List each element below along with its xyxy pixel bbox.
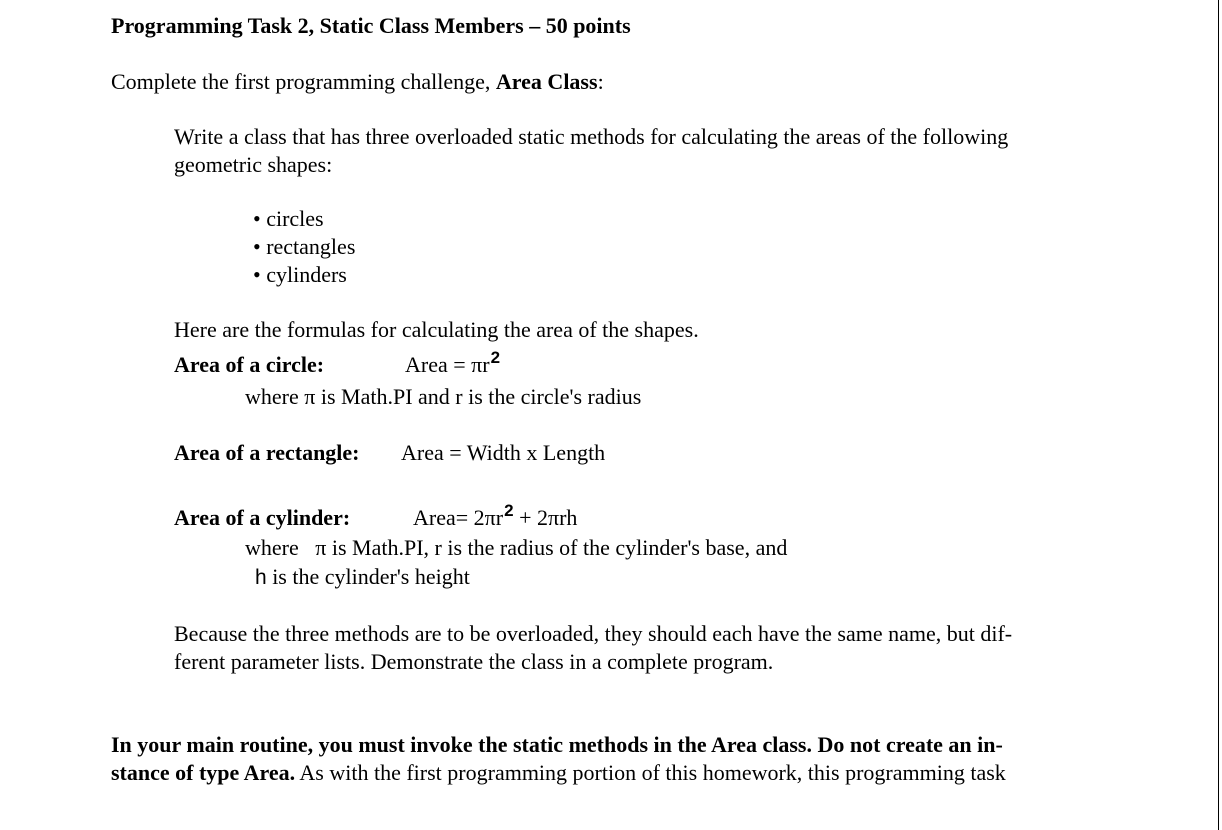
intro-suffix: :	[597, 69, 604, 94]
challenge-line-2: geometric shapes:	[174, 152, 333, 177]
cylinder-label: Area of a cylinder:	[174, 505, 351, 530]
circle-where: where π is Math.PI and r is the circle's radius	[245, 384, 642, 409]
shape-list-item: • cylinders	[253, 262, 347, 287]
overload-note-line-1: Because the three methods are to be overloaded, they should each have the same name, but dif-	[174, 621, 1013, 646]
intro-paragraph	[111, 68, 604, 96]
cylinder-exponent: 2	[504, 501, 514, 520]
rectangle-formula: Area = Width x Length	[401, 440, 606, 465]
intro-challenge-name: Area Class	[495, 69, 598, 94]
formulas-intro: Here are the formulas for calculating the area of the shapes.	[174, 317, 699, 342]
requirement-line-1: In your main routine, you must invoke the static methods in the Area class. Do not create an in-	[111, 732, 1003, 757]
requirement-emphasis: stance of type Area.	[111, 760, 296, 785]
cylinder-where-1: where π is Math.PI, r is the radius of the cylinder's base, and	[245, 535, 788, 560]
rectangle-label: Area of a rectangle:	[174, 440, 360, 465]
requirement-line-2: stance of type Area. As with the first programming portion of this homework, this programming task	[111, 760, 1006, 785]
shape-cylinders: cylinders	[266, 262, 347, 287]
challenge-line-1: Write a class that has three overloaded static methods for calculating the areas of the following	[174, 124, 1009, 149]
shape-rectangles: rectangles	[266, 234, 356, 259]
shape-list-item: • rectangles	[253, 234, 356, 259]
circle-exponent: 2	[490, 348, 501, 367]
intro-text: Complete the first programming challenge,	[111, 69, 496, 94]
task-heading: Programming Task 2, Static Class Members – 50 points	[111, 13, 631, 38]
shape-list-item: • circles	[253, 206, 324, 231]
overload-note-line-2: ferent parameter lists. Demonstrate the class in a complete program.	[174, 649, 774, 674]
shape-circles: circles	[266, 206, 324, 231]
cylinder-where-2: h is the cylinder's height	[255, 564, 470, 589]
cylinder-height-var: h	[255, 566, 267, 589]
circle-label: Area of a circle:	[174, 352, 325, 377]
cylinder-formula: Area= $2\pi r^2 + 2\pi rh$	[413, 501, 578, 530]
circle-formula: Area = $\pi r^2$	[405, 348, 501, 377]
